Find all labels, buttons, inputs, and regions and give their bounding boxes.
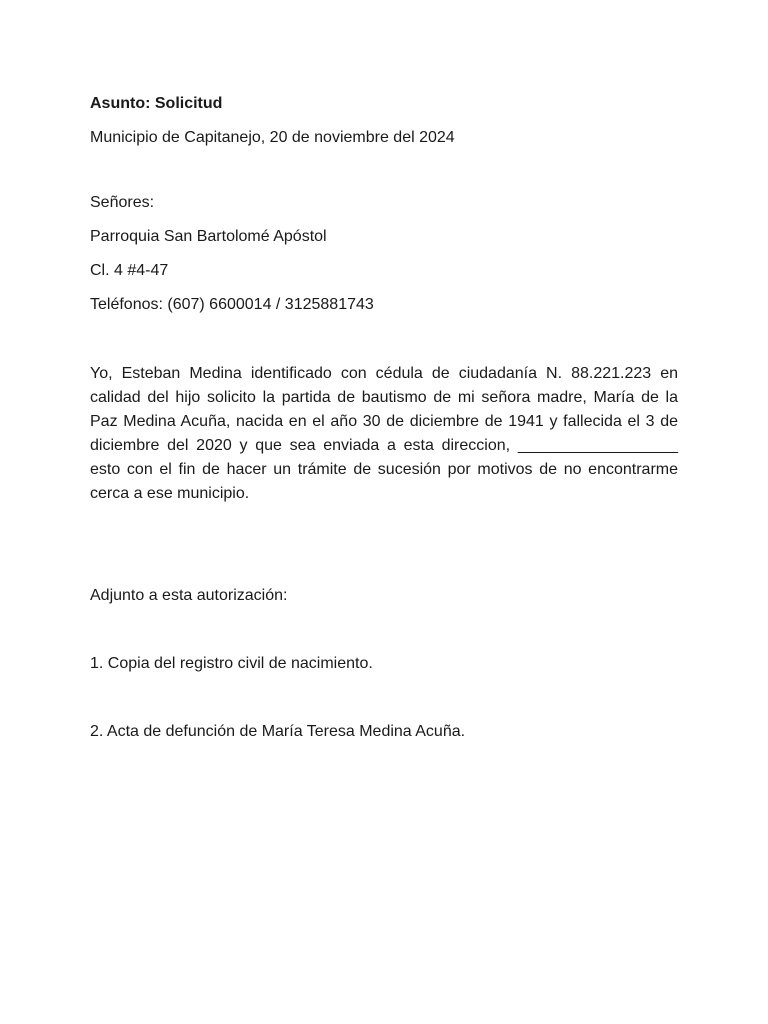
place-date-line: Municipio de Capitanejo, 20 de noviembre del 2024 [90, 129, 455, 146]
attachment-item: 2. Acta de defunción de María Teresa Medina Acuña. [90, 723, 466, 740]
subject-line: Asunto: Solicitud [90, 95, 223, 112]
attachment-item: 1. Copia del registro civil de nacimiento. [90, 655, 373, 672]
body-line: Paz Medina Acuña, nacida en el año 30 de diciembre de 1941 y fallecida el 3 de [90, 413, 678, 430]
body-paragraph [90, 362, 678, 506]
recipient-address: Cl. 4 #4-47 [90, 262, 169, 279]
body-line: diciembre del 2020 y que sea enviada a esta direccion, __________________ [90, 437, 678, 454]
body-line: cerca a ese municipio. [90, 485, 250, 502]
attachments-intro: Adjunto a esta autorización: [90, 587, 288, 604]
recipient-phones: Teléfonos: (607) 6600014 / 3125881743 [90, 296, 374, 313]
body-line: esto con el fin de hacer un trámite de sucesión por motivos de no encontrarme [90, 461, 678, 478]
recipient-name: Parroquia San Bartolomé Apóstol [90, 228, 327, 245]
body-line: calidad del hijo solicito la partida de bautismo de mi señora madre, María de la [90, 389, 678, 406]
body-line: Yo, Esteban Medina identificado con cédula de ciudadanía N. 88.221.223 en [90, 365, 678, 382]
salutation: Señores: [90, 194, 155, 211]
